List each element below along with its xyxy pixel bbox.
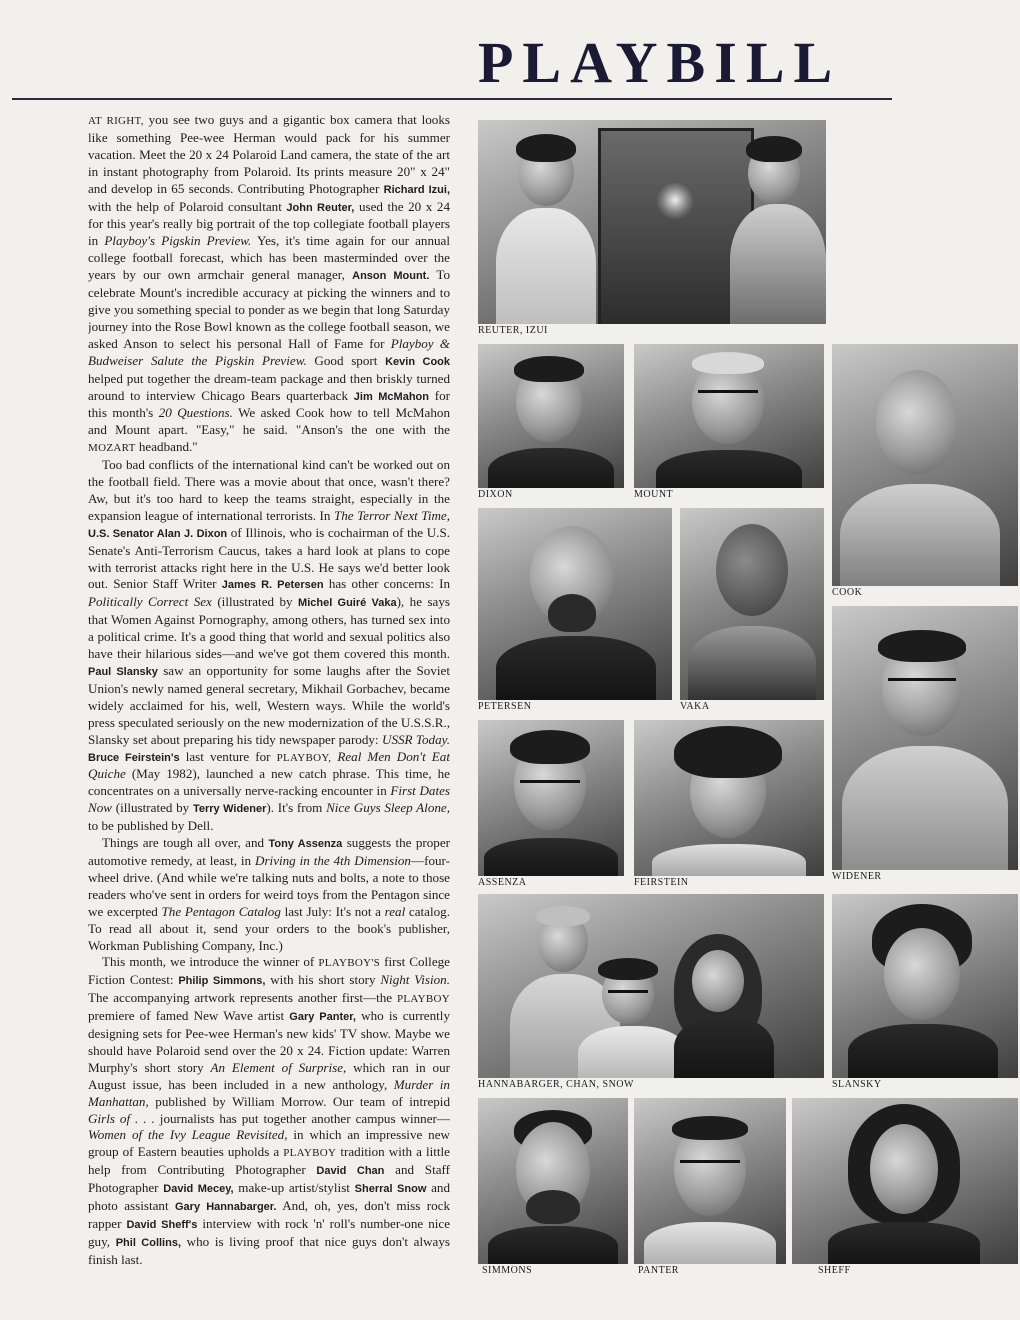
contributor-name: John Reuter,: [286, 201, 355, 214]
caption-petersen: PETERSEN: [478, 701, 532, 712]
article-title: Night Vision.: [380, 972, 450, 988]
text-run: Good sport: [306, 352, 386, 368]
text-run: And, oh, yes, don't miss rock rapper: [88, 1198, 450, 1231]
photo-sheff: [792, 1098, 1018, 1264]
article-body: [88, 112, 450, 1287]
article-title: The Terror Next Time,: [333, 507, 450, 523]
photo-widener: [832, 606, 1018, 870]
article-title: USSR Today.: [381, 731, 450, 747]
photo-cook: [832, 344, 1018, 586]
contributor-name: David Chan: [316, 1165, 385, 1178]
caption-simmons: SIMMONS: [482, 1265, 533, 1276]
text-run: who is living proof that nice guys don't always finish last.: [88, 1233, 450, 1267]
text-run: MOZART: [88, 442, 136, 455]
text-run: —four-wheel drive. (And while we're talking nuts and bolts, a note to those readers who've sent in orders for weird toys from the Pentagon since we excerpted: [88, 852, 450, 919]
contributor-name: Bruce Feirstein's: [88, 751, 180, 764]
text-run: last July: It's not a: [280, 903, 385, 919]
article-title: The Pentagon Catalog: [161, 903, 281, 919]
text-run: premiere of famed New Wave artist: [88, 1008, 290, 1024]
article-title: First Dates Now: [88, 783, 450, 816]
paragraph: [88, 835, 450, 954]
paragraph: [88, 112, 450, 457]
caption-hannabarger-chan-snow: HANNABARGER, CHAN, SNOW: [478, 1079, 634, 1090]
text-run: The accompanying artwork represents another first—the: [88, 990, 397, 1006]
text-run: ). It's from: [266, 800, 327, 816]
text-run: Too bad conflicts of the international kind can't be worked out on the football field. There was a movie about that once, wasn't there? Aw, but it's too hard to keep the teams straight, especially in the expansion league of international terrorists. In: [88, 457, 450, 523]
contributor-name: Kevin Cook: [385, 355, 450, 368]
contributor-name: Richard Izui,: [383, 183, 450, 196]
article-title: Nice Guys Sleep Alone,: [326, 800, 450, 816]
photo-mount: [634, 344, 824, 488]
photo-hannabarger-chan-snow: [478, 894, 824, 1078]
text-run: Things are tough all over, and: [102, 835, 269, 851]
contributor-name: Tony Assenza: [268, 838, 343, 851]
photo-vaka: [680, 508, 824, 700]
article-title: Real Men Don't Eat Quiche: [88, 748, 450, 782]
text-run: of Illinois, who is cochairman of the U.S. Senate's Anti-Terrorism Caucus, takes a hard look at plans to cope with terrorist attacks right here in the U.S. He says we'd better look out. Senior Staff Writer: [88, 524, 450, 592]
text-run: (May 1982), launched a new catch phrase. This time, he concentrates on a universally nerve-racking encounter in: [88, 766, 450, 799]
text-run: in which an impressive new group of Eastern beauties upholds a: [88, 1127, 450, 1160]
text-run: with his short story: [265, 972, 381, 988]
caption-widener: WIDENER: [832, 871, 882, 882]
contributor-name: James R. Petersen: [221, 579, 324, 592]
article-title: 20 Questions.: [158, 405, 233, 421]
text-run: catalog. To read all about it, send your orders to the book's publisher, Workman Publishing Company, Inc.): [88, 903, 450, 953]
caption-dixon: DIXON: [478, 489, 513, 500]
photo-reuter-izui: [478, 120, 826, 324]
photo-dixon: [478, 344, 624, 488]
page-title: PLAYBILL: [478, 30, 842, 95]
caption-panter: PANTER: [638, 1265, 679, 1276]
text-run: (illustrated by: [112, 800, 193, 816]
contributor-name: Paul Slansky: [88, 666, 158, 678]
contributor-name: Gary Hannabarger.: [174, 1201, 277, 1214]
photo-assenza: [478, 720, 624, 876]
contributor-name: Michel Guiré Vaka: [298, 597, 397, 610]
contributor-name: David Sheff's: [126, 1219, 198, 1231]
contributor-name: Anson Mount.: [352, 270, 430, 283]
contributor-name: Jim McMahon: [353, 390, 429, 403]
text-run: who is currently designing sets for Pee-wee Herman's new kids' TV show. Maybe we should have Polaroid send over the 20 x 24. Fiction update: Warren Murphy's short story: [88, 1008, 450, 1075]
paragraph: [88, 954, 450, 1268]
text-run: saw an opportunity for some laughs after the Soviet Union's newly named general secretary, Mikhail Gorbachev, became widely acclaimed for his, well, Western ways. While the world's press speculated seriously on the new modernization of the U.S.S.R., Slansky set about preparing his tidy newspaper parody:: [88, 663, 450, 747]
text-run: suggests the proper automotive remedy, at least, in: [88, 835, 450, 868]
caption-sheff: SHEFF: [818, 1265, 851, 1276]
text-run: you see two guys and a gigantic box camera that looks like something Pee-wee Herman would pack for his summer vacation. Meet the 20 x 24 Polaroid Land camera, the state of the art in instant photography from Polaroid. Its prints measure 20" x 24" and develop in 65 seconds. Contributing Photographer: [88, 112, 450, 196]
text-run: to be published by Dell.: [88, 818, 214, 834]
text-run: tradition with a little help from Contributing Photographer: [88, 1144, 450, 1178]
text-run: To celebrate Mount's incredible accuracy at picking the winners and to give you something special to ponder as we begin that long Saturday journey into the Rose Bowl known as the college football season, we asked Anson to select his personal Hall of Fame for: [88, 267, 450, 351]
photo-simmons: [478, 1098, 628, 1264]
contributor-name: Sherral Snow: [354, 1183, 427, 1196]
article-title: Playboy & Budweiser Salute the Pigskin Preview.: [88, 335, 450, 368]
paragraph: [88, 457, 450, 835]
text-run: and photo assistant: [88, 1180, 450, 1214]
text-run: Yes, it's time again for our annual college football forecast, which has been masterminded over the years by our own armchair general manager,: [88, 233, 450, 283]
text-run: published by William Morrow. Our team of intrepid: [148, 1093, 450, 1109]
article-title: Murder in Manhattan,: [88, 1076, 450, 1109]
text-run: used the 20 x 24 for this year's really big portrait of the top collegiate football players in: [88, 198, 450, 249]
photo-feirstein: [634, 720, 824, 876]
caption-slansky: SLANSKY: [832, 1079, 882, 1090]
text-run: for this month's: [88, 387, 450, 421]
caption-reuter-izui: REUTER, IZUI: [478, 325, 548, 336]
text-run: PLAYBOY,: [276, 751, 332, 764]
header-rule: [12, 98, 892, 100]
caption-feirstein: FEIRSTEIN: [634, 877, 689, 888]
lens-icon: [656, 181, 694, 219]
text-run: We asked Cook how to tell McMahon and Mount apart. "Easy," he said. "Anson's the one with the: [88, 405, 450, 438]
caption-assenza: ASSENZA: [478, 877, 527, 888]
text-run: journalists has put together another campus winner—: [154, 1110, 450, 1126]
text-run: PLAYBOY: [283, 1147, 337, 1160]
article-title: An Element of Surprise,: [210, 1059, 347, 1075]
article-title: Driving in the 4th Dimension: [255, 852, 411, 868]
contributor-name: U.S. Senator Alan J. Dixon: [88, 527, 228, 540]
text-run: PLAYBOY: [396, 993, 450, 1006]
text-run: has other concerns: In: [323, 576, 450, 592]
text-run: with the help of Polaroid consultant: [88, 198, 287, 214]
text-run: and Staff Photographer: [88, 1162, 450, 1196]
text-run: make-up artist/stylist: [233, 1180, 355, 1196]
article-title: Playboy's Pigskin Preview.: [104, 233, 252, 249]
text-run: helped put together the dream-team package and then briskly turned around to interview Chicago Bears quarterback: [88, 370, 450, 403]
article-title: Girls of . . .: [88, 1110, 155, 1126]
text-run: which ran in our August issue, has been included in a new anthology,: [88, 1059, 450, 1092]
contributor-name: Philip Simmons,: [178, 975, 266, 988]
article-title: Politically Correct Sex: [88, 594, 212, 610]
text-run: PLAYBOY'S: [318, 957, 381, 970]
contributor-name: David Mecey,: [163, 1183, 234, 1196]
contributor-name: Terry Widener: [192, 803, 267, 816]
caption-vaka: VAKA: [680, 701, 710, 712]
text-run: AT RIGHT,: [88, 115, 144, 127]
text-run: first College Fiction Contest:: [88, 954, 450, 988]
text-run: headband.": [135, 439, 198, 455]
caption-cook: COOK: [832, 587, 863, 598]
text-run: last venture for: [179, 748, 277, 764]
caption-mount: MOUNT: [634, 489, 674, 500]
photo-panter: [634, 1098, 786, 1264]
article-title: real: [384, 903, 406, 919]
text-run: (illustrated by: [211, 594, 299, 610]
photo-petersen: [478, 508, 672, 700]
contributor-name: Phil Collins,: [115, 1236, 182, 1249]
photo-slansky: [832, 894, 1018, 1078]
article-title: Women of the Ivy League Revisited,: [88, 1127, 288, 1143]
text-run: interview with rock 'n' roll's number-one nice guy,: [88, 1216, 450, 1249]
text-run: This month, we introduce the winner of: [102, 954, 319, 970]
contributor-name: Gary Panter,: [289, 1011, 356, 1024]
text-run: ), he says that Women Against Pornography, among others, has turned sex into a political crime. It's a good thing that world and sexual politics also have their hilarious sides—and we've got them covered this month.: [88, 594, 450, 662]
